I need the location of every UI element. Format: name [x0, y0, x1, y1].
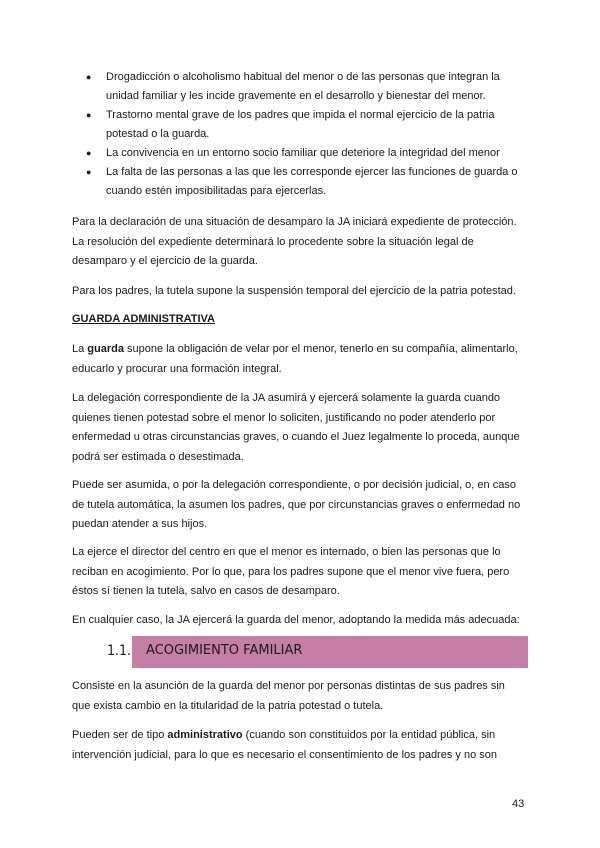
- page-number: 43: [512, 798, 525, 810]
- paragraph-desamparo: Para la declaración de una situación de desamparo la JA iniciará expediente de protección. La resolución del expediente determinará lo procedente sobre la situación legal de desamparo y el ejercicio de la guarda.: [72, 216, 517, 267]
- paragraph-delegacion: La delegación correspondiente de la JA asumirá y ejercerá solamente la guarda cuando quienes tienen potestad sobre el menor lo soliciten, justificando no poder atenderlo por enfermedad u otras circunstancias graves, o cuando el Juez legalmente lo proceda, aunque podrá ser estimada o desestimada.: [72, 392, 520, 463]
- bullet-icon: ●: [86, 72, 92, 82]
- paragraph-acogimiento: Consiste en la asunción de la guarda del menor por personas distintas de sus padres sin que exista cambio en la titularidad de la patria potestad o tutela.: [72, 680, 505, 712]
- bullet-icon: ●: [86, 110, 92, 120]
- bullet-icon: ●: [86, 167, 92, 177]
- list-item: ● La convivencia en un entorno socio familiar que deteriore la integridad del menor: [86, 144, 522, 163]
- section-heading-guarda: GUARDA ADMINISTRATIVA: [72, 313, 215, 325]
- paragraph-cualquier-caso: En cualquier caso, la JA ejercerá la guarda del menor, adoptando la medida más adecuada:: [72, 614, 520, 626]
- bullet-icon: ●: [86, 148, 92, 158]
- list-item: ● Trastorno mental grave de los padres que impida el normal ejercicio de la patria potestad o la guarda.: [86, 106, 522, 144]
- list-item: ● La falta de las personas a las que les corresponde ejercer las funciones de guarda o cuando estén imposibilitadas para ejercerlas.: [86, 163, 522, 201]
- paragraph-tutela: Para los padres, la tutela supone la suspensión temporal del ejercicio de la patria potestad.: [72, 285, 516, 297]
- paragraph-asumida: Puede ser asumida, o por la delegación correspondiente, o por decisión judicial, o, en caso de tutela automática, la asumen los padres, que por circunstancias graves o enfermedad no puedan atender a sus hijos.: [72, 479, 521, 530]
- paragraph-guarda-definition: La guarda supone la obligación de velar por el menor, tenerlo en su compañía, alimentarlo, educarlo y procurar una formación integral.: [72, 343, 518, 375]
- bullet-list: [86, 68, 522, 201]
- section-number: 1.1.: [107, 643, 132, 659]
- section-title: ACOGIMIENTO FAMILIAR: [146, 643, 303, 658]
- paragraph-tipo: Pueden ser de tipo administrativo (cuando son constituidos por la entidad pública, sin intervención judicial, para lo que es necesario el consentimiento de los padres y no son: [72, 729, 497, 761]
- paragraph-ejerce: La ejerce el director del centro en que el menor es internado, o bien las personas que lo reciban en acogimiento. Por lo que, para los padres supone que el menor vive fuera, pero éstos sí tienen la tutela, salvo en casos de desamparo.: [72, 546, 510, 597]
- list-item: ● Drogadicción o alcoholismo habitual del menor o de las personas que integran la unidad familiar y les incide gravemente en el desarrollo y bienestar del menor.: [86, 68, 522, 106]
